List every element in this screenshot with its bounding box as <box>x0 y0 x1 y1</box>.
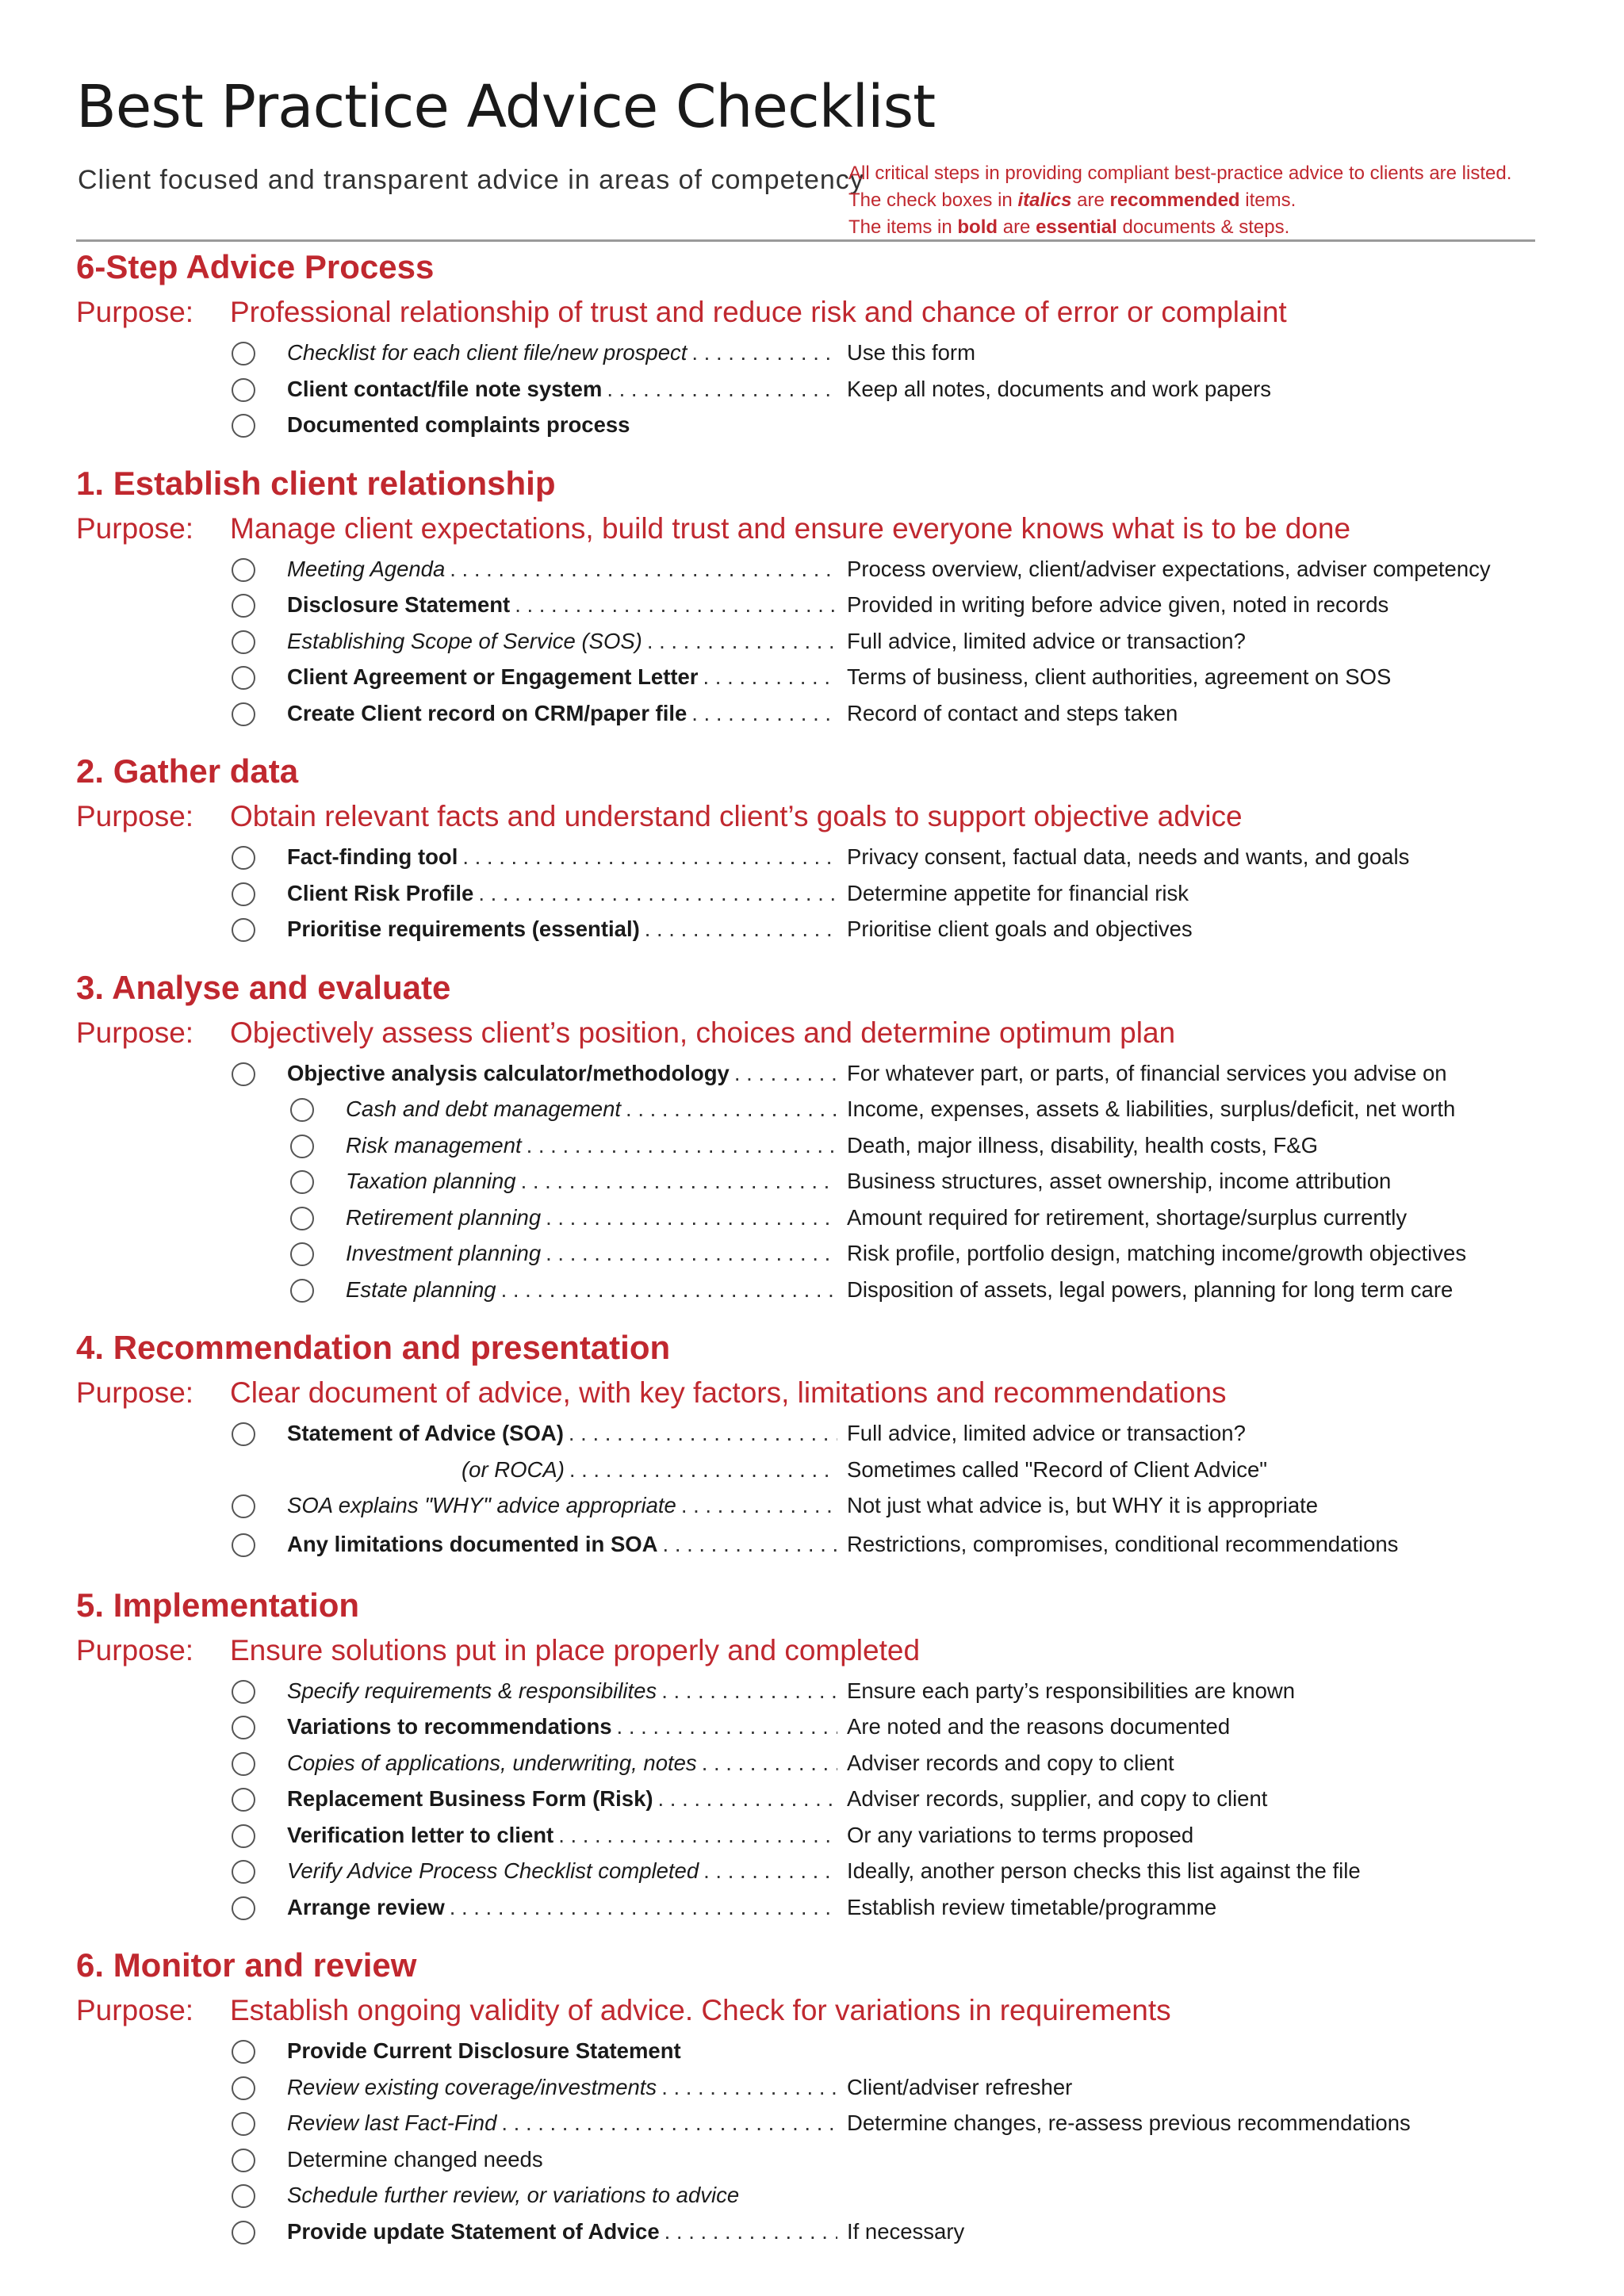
legend-note <box>848 160 1511 241</box>
item-label-text: Estate planning <box>346 1277 501 1302</box>
checklist-radio[interactable] <box>232 882 255 906</box>
item-label <box>287 659 837 695</box>
checklist-radio[interactable] <box>232 1824 255 1848</box>
item-description: Death, major illness, disability, health costs, F&G <box>847 1132 1319 1158</box>
legend-line-2: The check boxes in italics are recommended items. <box>848 189 1297 211</box>
checklist-item <box>76 1817 1551 1854</box>
item-description: Or any variations to terms proposed <box>847 1822 1194 1847</box>
item-label <box>287 2177 837 2214</box>
checklist-radio[interactable] <box>232 2221 255 2244</box>
checklist-items <box>76 335 1551 443</box>
checklist-section <box>76 1325 1551 1565</box>
checklist-item <box>76 2141 1551 2178</box>
item-label-text: Disclosure Statement <box>287 592 515 617</box>
checklist-item <box>76 1200 1551 1236</box>
purpose-label: Purpose: <box>76 1376 194 1409</box>
item-description: Privacy consent, factual data, needs and wants, and goals <box>847 844 1410 869</box>
item-label-text: Prioritise requirements (essential) <box>287 916 645 941</box>
item-label <box>346 1127 837 1164</box>
checklist-radio[interactable] <box>232 1896 255 1920</box>
item-label <box>287 2105 837 2141</box>
checklist-item <box>76 1272 1551 1308</box>
item-label <box>346 1200 837 1236</box>
checklist-radio[interactable] <box>232 666 255 690</box>
item-label-text: Risk management <box>346 1133 527 1158</box>
item-label-text: Meeting Agenda <box>287 557 450 581</box>
checklist-radio[interactable] <box>232 1860 255 1884</box>
item-label-text: Variations to recommendations <box>287 1714 617 1739</box>
item-label-text: Provide update Statement of Advice <box>287 2219 665 2244</box>
page-title: Best Practice Advice Checklist <box>76 73 936 141</box>
checklist-radio[interactable] <box>232 2076 255 2100</box>
item-label-text: Establishing Scope of Service (SOS) <box>287 629 647 653</box>
item-description: Income, expenses, assets & liabilities, surplus/deficit, net worth <box>847 1096 1456 1121</box>
item-description: Provided in writing before advice given, noted in records <box>847 592 1389 617</box>
checklist-items <box>76 1055 1551 1308</box>
section-purpose <box>76 507 1551 551</box>
item-label-text: Any limitations documented in SOA <box>287 1532 663 1556</box>
checklist-item <box>76 407 1551 443</box>
item-label-text: Replacement Business Form (Risk) <box>287 1786 658 1811</box>
section-title: 4. Recommendation and presentation <box>76 1329 671 1366</box>
item-label-text: Verify Advice Process Checklist completed <box>287 1858 703 1883</box>
checklist-radio[interactable] <box>290 1098 314 1122</box>
checklist-item <box>76 1415 1551 1452</box>
item-label <box>287 1709 837 1745</box>
checklist-items <box>76 839 1551 947</box>
item-description: If necessary <box>847 2218 965 2244</box>
item-label <box>287 335 837 371</box>
checklist-item <box>76 839 1551 875</box>
item-label-text: Retirement planning <box>346 1205 546 1230</box>
item-label-text: SOA explains "WHY" advice appropriate <box>287 1493 681 1517</box>
checklist-item <box>76 371 1551 408</box>
checklist-radio[interactable] <box>232 2149 255 2172</box>
item-description: Keep all notes, documents and work papers <box>847 376 1272 401</box>
section-title: 6-Step Advice Process <box>76 248 435 285</box>
item-label <box>287 2214 837 2250</box>
item-label-text: Schedule further review, or variations to advice <box>287 2183 744 2207</box>
purpose-text: Manage client expectations, build trust and ensure everyone knows what is to be done <box>230 511 1351 545</box>
checklist-radio[interactable] <box>232 1533 255 1557</box>
legend-line-1: All critical steps in providing compliant best-practice advice to clients are listed. <box>848 163 1512 184</box>
item-label <box>287 2069 837 2106</box>
item-label <box>287 839 837 875</box>
item-label-text: Fact-finding tool <box>287 844 462 869</box>
item-label-text: Review existing coverage/investments <box>287 2075 661 2099</box>
checklist-radio[interactable] <box>232 594 255 618</box>
item-label <box>287 1524 837 1565</box>
section-purpose <box>76 1011 1551 1055</box>
checklist-radio[interactable] <box>232 1788 255 1812</box>
item-label <box>287 1745 837 1781</box>
checklist-item <box>76 1781 1551 1817</box>
purpose-label: Purpose: <box>76 800 194 832</box>
checklist-item <box>76 2177 1551 2214</box>
checklist-item <box>76 1487 1551 1524</box>
section-purpose <box>76 794 1551 839</box>
purpose-label: Purpose: <box>76 296 194 328</box>
item-label-text: Review last Fact-Find <box>287 2110 501 2135</box>
item-label-text: Client Risk Profile <box>287 881 478 905</box>
section-purpose <box>76 1988 1551 2033</box>
checklist-section <box>76 244 1551 443</box>
purpose-label: Purpose: <box>76 1994 194 2026</box>
item-label <box>287 371 837 408</box>
checklist-radio[interactable] <box>232 1716 255 1739</box>
item-label <box>346 1235 837 1272</box>
item-label-text: Specify requirements & responsibilites <box>287 1678 661 1703</box>
checklist-radio[interactable] <box>290 1135 314 1158</box>
section-purpose <box>76 1628 1551 1673</box>
item-description: Client/adviser refresher <box>847 2074 1073 2099</box>
item-label <box>287 587 837 623</box>
item-label-text: Checklist for each client file/new prospect <box>287 340 691 365</box>
item-description: Establish review timetable/programme <box>847 1894 1217 1919</box>
header-divider <box>76 239 1535 242</box>
purpose-label: Purpose: <box>76 1633 194 1667</box>
item-description: Disposition of assets, legal powers, planning for long term care <box>847 1276 1454 1302</box>
item-label <box>287 1487 837 1524</box>
section-title: 1. Establish client relationship <box>76 464 556 502</box>
item-description: Adviser records, supplier, and copy to client <box>847 1786 1268 1811</box>
checklist-item <box>76 623 1551 660</box>
item-label-text: Verification letter to client <box>287 1823 558 1847</box>
checklist-radio[interactable] <box>232 2184 255 2208</box>
item-label <box>287 2033 837 2069</box>
item-label-text: Cash and debt management <box>346 1096 626 1121</box>
checklist-item <box>76 875 1551 912</box>
item-label-text: Provide Current Disclosure Statement <box>287 2038 686 2063</box>
item-label <box>287 623 837 660</box>
checklist-radio[interactable] <box>290 1242 314 1266</box>
item-label-text: Determine changed needs <box>287 2147 548 2172</box>
item-label <box>287 1817 837 1854</box>
item-description: Sometimes called "Record of Client Advice" <box>847 1456 1268 1482</box>
item-description: Business structures, asset ownership, income attribution <box>847 1169 1392 1193</box>
item-label <box>287 1415 837 1452</box>
section-title: 6. Monitor and review <box>76 1946 417 1984</box>
checklist-sections <box>76 244 1551 2267</box>
item-label-text: Statement of Advice (SOA) <box>287 1421 569 1445</box>
item-description: Amount required for retirement, shortage/surplus currently <box>847 1204 1408 1230</box>
purpose-text: Ensure solutions put in place properly and completed <box>230 1633 921 1667</box>
item-label <box>287 1055 837 1092</box>
checklist-radio[interactable] <box>232 378 255 402</box>
item-label <box>287 875 837 912</box>
checklist-item <box>76 2033 1551 2069</box>
purpose-label: Purpose: <box>76 511 194 545</box>
item-label <box>287 1673 837 1709</box>
checklist-item <box>76 2105 1551 2141</box>
item-label <box>287 2141 837 2178</box>
checklist-radio[interactable] <box>232 1752 255 1776</box>
item-label <box>346 1091 837 1127</box>
item-description: Full advice, limited advice or transaction? <box>847 1421 1246 1445</box>
checklist-item <box>76 1853 1551 1889</box>
item-description: Risk profile, portfolio design, matching income/growth objectives <box>847 1241 1467 1265</box>
item-label <box>462 1452 837 1488</box>
checklist-item <box>76 2069 1551 2106</box>
item-description: Restrictions, compromises, conditional recommendations <box>847 1531 1399 1556</box>
checklist-radio[interactable] <box>232 1062 255 1086</box>
item-description: For whatever part, or parts, of financial services you advise on <box>847 1060 1447 1085</box>
checklist-radio[interactable] <box>290 1207 314 1230</box>
checklist-radio[interactable] <box>232 918 255 942</box>
checklist-item <box>76 2214 1551 2250</box>
section-title: 2. Gather data <box>76 752 299 790</box>
item-label <box>346 1272 837 1308</box>
checklist-item <box>76 587 1551 623</box>
checklist-item <box>76 1235 1551 1272</box>
checklist-radio[interactable] <box>232 2112 255 2136</box>
checklist-radio[interactable] <box>232 1494 255 1518</box>
item-description: Prioritise client goals and objectives <box>847 916 1193 941</box>
page-header <box>76 73 1535 241</box>
purpose-text: Professional relationship of trust and reduce risk and chance of error or complaint <box>230 296 1287 328</box>
checklist-radio[interactable] <box>232 342 255 365</box>
item-label-text: Copies of applications, underwriting, notes <box>287 1751 702 1775</box>
checklist-item <box>76 1127 1551 1164</box>
checklist-section <box>76 1582 1551 1926</box>
checklist-items <box>76 2033 1551 2249</box>
checklist-item <box>76 551 1551 587</box>
purpose-label: Purpose: <box>76 1016 194 1049</box>
item-label <box>287 911 837 947</box>
checklist-item <box>76 1745 1551 1781</box>
checklist-item <box>76 1055 1551 1092</box>
checklist-item <box>76 1452 1551 1488</box>
item-description: Process overview, client/adviser expectations, adviser competency <box>847 556 1491 581</box>
checklist-items <box>76 551 1551 732</box>
checklist-item <box>76 335 1551 371</box>
item-description: Full advice, limited advice or transaction? <box>847 628 1246 653</box>
checklist-radio[interactable] <box>290 1279 314 1303</box>
checklist-item <box>76 695 1551 732</box>
checklist-item <box>76 1524 1551 1565</box>
item-description: Ideally, another person checks this list against the file <box>847 1858 1361 1883</box>
checklist-items <box>76 1415 1551 1565</box>
item-label-text: Create Client record on CRM/paper file <box>287 701 691 725</box>
checklist-section <box>76 748 1551 947</box>
page-subtitle: Client focused and transparent advice in areas of competency <box>78 165 864 195</box>
item-label-text: Client contact/file note system <box>287 377 607 401</box>
purpose-text: Establish ongoing validity of advice. Check for variations in requirements <box>230 1994 1171 2026</box>
item-label-text: Investment planning <box>346 1241 546 1265</box>
checklist-item <box>76 1673 1551 1709</box>
checklist-item <box>76 1889 1551 1926</box>
checklist-radio[interactable] <box>232 1422 255 1446</box>
purpose-text: Obtain relevant facts and understand client’s goals to support objective advice <box>230 800 1243 832</box>
item-description: Determine appetite for financial risk <box>847 880 1189 905</box>
item-description: Adviser records and copy to client <box>847 1750 1174 1775</box>
checklist-section <box>76 965 1551 1308</box>
item-label <box>287 1781 837 1817</box>
item-label-text: Taxation planning <box>346 1169 521 1193</box>
checklist-item <box>76 1709 1551 1745</box>
checklist-radio[interactable] <box>232 630 255 654</box>
item-label <box>287 407 837 443</box>
item-label-text: Client Agreement or Engagement Letter <box>287 664 703 689</box>
item-label <box>287 1853 837 1889</box>
item-label-text: (or ROCA) <box>462 1457 569 1482</box>
purpose-text: Objectively assess client’s position, choices and determine optimum plan <box>230 1016 1176 1049</box>
item-label <box>287 551 837 587</box>
checklist-item <box>76 1163 1551 1200</box>
item-label <box>287 695 837 732</box>
item-description: Ensure each party’s responsibilities are known <box>847 1678 1296 1703</box>
item-label <box>287 1889 837 1926</box>
checklist-section <box>76 461 1551 732</box>
purpose-text: Clear document of advice, with key factors, limitations and recommendations <box>230 1376 1227 1409</box>
checklist-item <box>76 911 1551 947</box>
item-description: Terms of business, client authorities, agreement on SOS <box>847 664 1392 689</box>
legend-line-3: The items in bold are essential documents & steps. <box>848 216 1290 238</box>
checklist-radio[interactable] <box>232 2040 255 2064</box>
section-title: 5. Implementation <box>76 1586 360 1624</box>
checklist-radio[interactable] <box>232 1680 255 1704</box>
item-label-text: Documented complaints process <box>287 412 634 437</box>
section-purpose <box>76 1371 1551 1415</box>
checklist-radio[interactable] <box>232 414 255 438</box>
checklist-section <box>76 1942 1551 2249</box>
item-description: Use this form <box>847 340 975 365</box>
checklist-radio[interactable] <box>232 846 255 870</box>
section-purpose <box>76 290 1551 335</box>
checklist-item <box>76 659 1551 695</box>
checklist-item <box>76 1091 1551 1127</box>
item-label <box>346 1163 837 1200</box>
checklist-radio[interactable] <box>232 558 255 582</box>
item-description: Are noted and the reasons documented <box>847 1714 1231 1739</box>
item-description: Not just what advice is, but WHY it is appropriate <box>847 1493 1319 1517</box>
section-title: 3. Analyse and evaluate <box>76 968 451 1006</box>
item-description: Record of contact and steps taken <box>847 700 1178 725</box>
checklist-items <box>76 1673 1551 1926</box>
item-description: Determine changes, re-assess previous recommendations <box>847 2110 1411 2135</box>
item-label-text: Arrange review <box>287 1895 450 1919</box>
item-label-text: Objective analysis calculator/methodology <box>287 1061 734 1085</box>
checklist-radio[interactable] <box>232 702 255 726</box>
checklist-radio[interactable] <box>290 1170 314 1194</box>
